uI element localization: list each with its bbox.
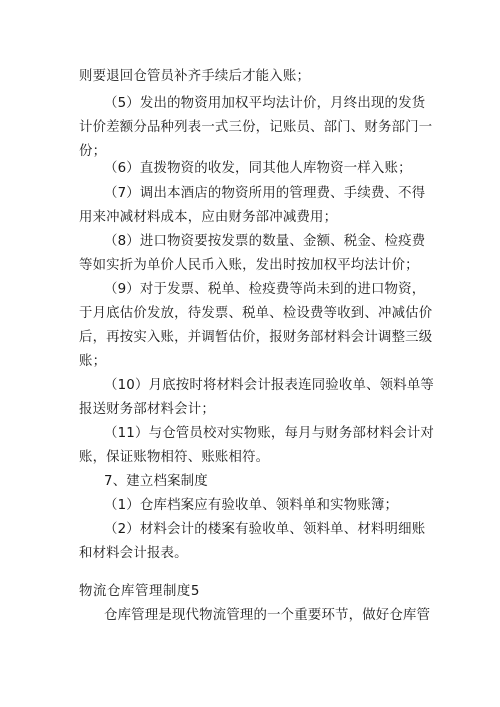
text-line: （8）进口物资要按发票的数量、金额、税金、检疫费 [104, 234, 426, 249]
text-line: （9）对于发票、税单、检疫费等尚未到的进口物资， [104, 282, 426, 297]
text-line: （5）发出的物资用加权平均法计价，月终出现的发货 [104, 96, 426, 111]
text-line: 后，再按实入账，并调暂估价，报财务部材料会计调整三级 [79, 330, 433, 345]
text-line: 等如实折为单价人民币入账，发出时按加权平均法计价； [79, 258, 419, 273]
text-line: （7）调出本酒店的物资所用的管理费、手续费、不得 [104, 186, 426, 201]
text-line: （10）月底按时将材料会计报表连同验收单、领料单等 [104, 378, 435, 393]
text-line: 账，保证账物相符、账账相符。 [79, 450, 270, 465]
text-line: 于月底估价发放，待发票、税单、检设费等收到、冲减估价 [79, 306, 433, 321]
text-line: （6）直拨物资的收发，同其他人库物资一样入账； [104, 161, 412, 176]
section-heading: 7、建立档案制度 [104, 474, 208, 489]
text-line: （1）仓库档案应有验收单、领料单和实物账簿； [104, 498, 399, 513]
text-line: 用来冲减材料成本，应由财务部冲减费用； [79, 210, 338, 225]
text-line: 报送财务部材料会计； [79, 402, 215, 417]
text-line: （2）材料会计的楼案有验收单、领料单、材料明细账 [104, 522, 426, 537]
text-line: 计价差额分品种列表一式三份，记账员、部门、财务部门一 [79, 120, 433, 135]
document-title: 物流仓库管理制度5 [79, 584, 201, 599]
text-line: 账； [79, 354, 107, 369]
text-line: 仓库管理是现代物流管理的一个重要环节，做好仓库管 [104, 608, 431, 623]
text-line: 则要退回仓管员补齐手续后才能入账； [79, 69, 311, 84]
text-line: 份； [79, 144, 107, 159]
text-line: （11）与仓管员校对实物账，每月与财务部材料会计对 [104, 426, 435, 441]
text-line: 和材料会计报表。 [79, 546, 188, 561]
